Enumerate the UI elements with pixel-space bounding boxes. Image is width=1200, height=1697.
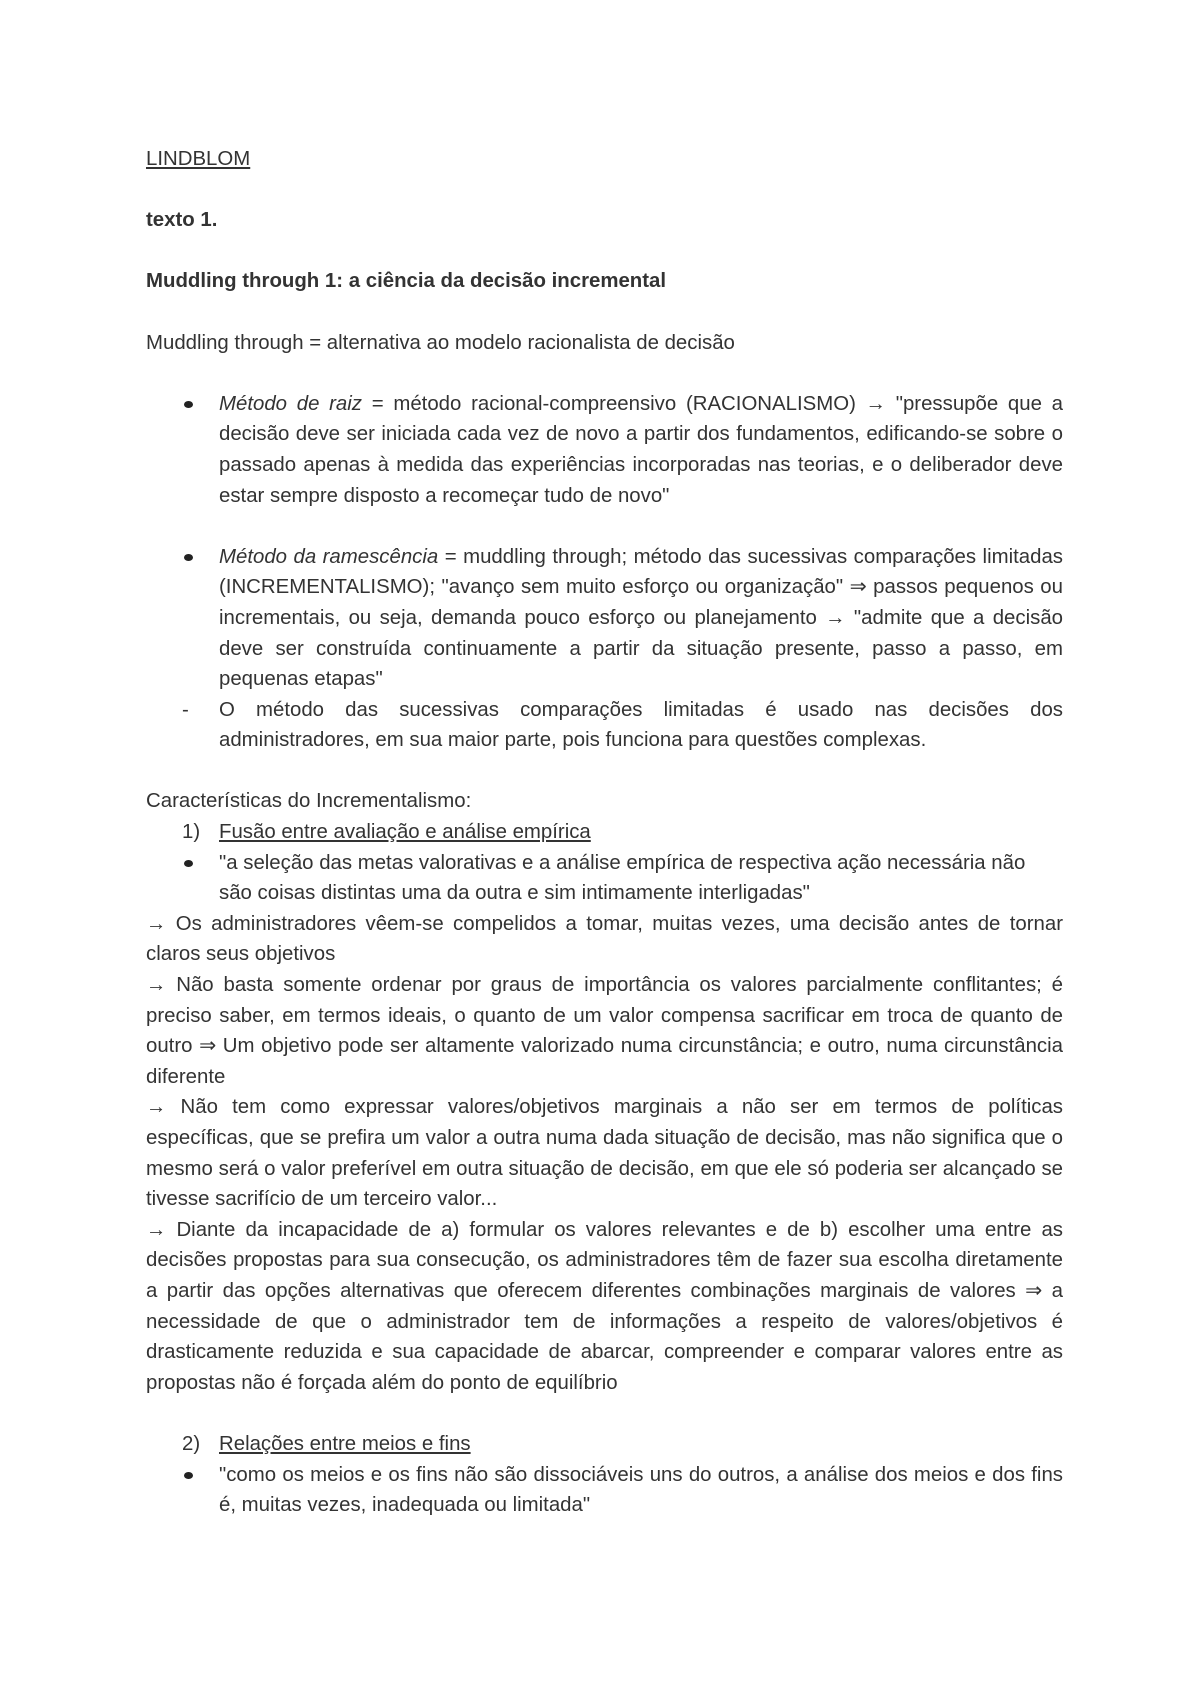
number-marker: 2) bbox=[182, 1432, 201, 1455]
bullet-icon bbox=[184, 401, 193, 408]
bullet-icon bbox=[184, 860, 193, 867]
spacer bbox=[146, 175, 1063, 206]
characteristics-label: Características do Incrementalismo: bbox=[146, 790, 472, 813]
document-subtitle: texto 1. bbox=[146, 209, 218, 232]
arrow-paragraph: → Diante da incapacidade de a) formular os valores relevantes e de b) escolher uma entre as decisões propostas para sua consecução, os administradores têm de fazer sua escolha diretamente a partir das opções alternativas que oferecem diferentes combinações marginais de valores ⇒ a necessidade de que o administrador tem de informações a respeito de valores/objetivos é drasticamente reduzida e sua capacidade de abarcar, compreender e comparar valores entre as propostas não é forçada além do ponto de equilíbrio bbox=[146, 1218, 1063, 1394]
arrow-paragraph: → Não basta somente ordenar por graus de importância os valores parcialmente conflitantes; é preciso saber, em termos ideais, o quanto de um valor compensa sacrificar em troca de quanto de outro ⇒ Um objetivo pode ser altamente valorizado numa circunstância; e outro, numa circunstância diferente bbox=[146, 974, 1063, 1088]
spacer bbox=[146, 297, 1063, 328]
bullet-item-quote-1 bbox=[146, 848, 1063, 909]
numbered-item-2 bbox=[146, 1429, 1063, 1460]
numbered-item-title: Relações entre meios e fins bbox=[219, 1432, 471, 1455]
method-term: Método da ramescência bbox=[219, 545, 439, 568]
bullet-icon bbox=[184, 1472, 193, 1479]
numbered-item-title: Fusão entre avaliação e análise empírica bbox=[219, 821, 591, 844]
document-title: LINDBLOM bbox=[146, 148, 251, 170]
quote-text: "a seleção das metas valorativas e a análise empírica de respectiva ação necessária não são coisas distintas uma da outra e sim intimamente interligadas" bbox=[219, 851, 1026, 905]
method-text: = método racional-compreensivo (RACIONALISMO) → "pressupõe que a decisão deve ser iniciada cada vez de novo a partir dos fundamentos, edificando-se sobre o passado apenas à medida das experiências incorporadas nas teorias, e o deliberador deve estar sempre disposto a recomeçar tudo de novo" bbox=[219, 392, 1063, 507]
spacer bbox=[146, 511, 1063, 542]
arrow-paragraph: → Não tem como expressar valores/objetivos marginais a não ser em termos de políticas específicas, que se prefira um valor a outra numa dada situação de decisão, mas não significa que o mesmo será o valor preferível em outra situação de decisão, em que ele só poderia ser alcançado se tivesse sacrifício de um terceiro valor... bbox=[146, 1096, 1063, 1211]
spacer bbox=[146, 358, 1063, 389]
bullet-icon bbox=[184, 554, 193, 561]
spacer bbox=[146, 756, 1063, 787]
number-marker: 1) bbox=[182, 821, 201, 844]
dash-item bbox=[146, 695, 1063, 756]
quote-text: "como os meios e os fins não são dissociáveis uns do outros, a análise dos meios e dos fins é, muitas vezes, inadequada ou limitada" bbox=[219, 1463, 1063, 1517]
method-term: Método de raiz bbox=[219, 392, 362, 415]
arrow-paragraph: → Os administradores vêem-se compelidos a tomar, muitas vezes, uma decisão antes de tornar claros seus objetivos bbox=[146, 912, 1063, 966]
spacer bbox=[146, 1398, 1063, 1429]
bullet-item-metodo-ramescencia bbox=[146, 542, 1063, 695]
bullet-item-metodo-raiz bbox=[146, 389, 1063, 511]
intro-line: Muddling through = alternativa ao modelo racionalista de decisão bbox=[146, 331, 735, 354]
method-text: = muddling through; método das sucessivas comparações limitadas (INCREMENTALISMO); "avanço sem muito esforço ou organização" ⇒ passos pequenos ou incrementais, ou seja, demanda pouco esforço ou planejamento → "admite que a decisão deve ser construída continuamente a partir da situação presente, passo a passo, em pequenas etapas" bbox=[219, 545, 1063, 691]
numbered-item-1 bbox=[146, 817, 1063, 848]
dash-item-text: O método das sucessivas comparações limitadas é usado nas decisões dos administradores, em sua maior parte, pois funciona para questões complexas. bbox=[219, 698, 1063, 752]
bullet-item-quote-2 bbox=[146, 1460, 1063, 1521]
spacer bbox=[146, 236, 1063, 267]
section-heading: Muddling through 1: a ciência da decisão incremental bbox=[146, 270, 667, 293]
dash-marker: - bbox=[182, 698, 189, 721]
document-page bbox=[146, 144, 1063, 1521]
